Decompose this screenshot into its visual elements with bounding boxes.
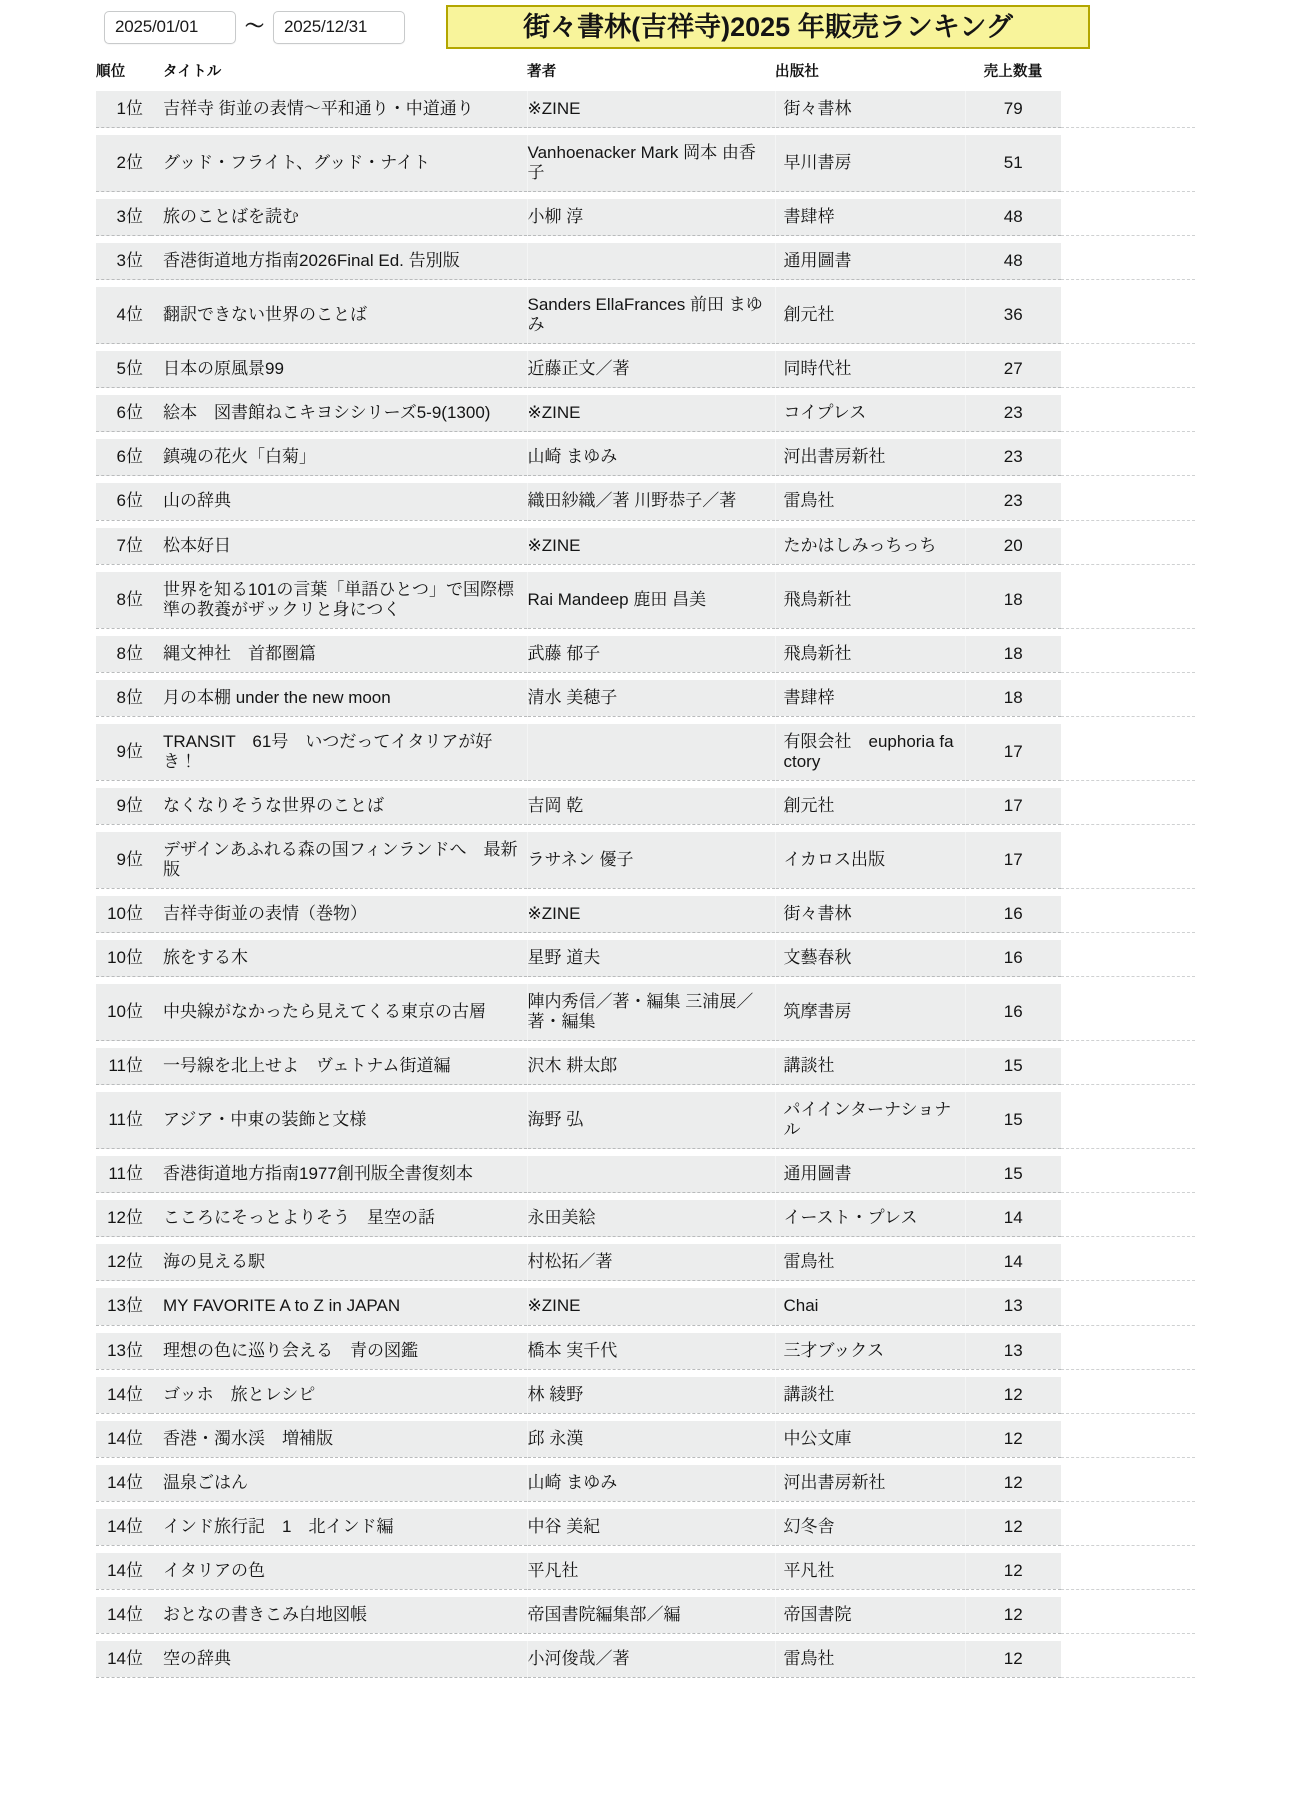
cell-author: ※ZINE [527, 895, 775, 932]
cell-title: 海の見える駅 [151, 1244, 527, 1281]
cell-publisher: 書肆梓 [775, 679, 965, 716]
cell-spacer [1061, 1552, 1195, 1589]
table-row[interactable] [96, 787, 1195, 824]
cell-author: 平凡社 [527, 1552, 775, 1589]
row-gap [96, 1501, 1195, 1508]
row-gap [96, 1237, 1195, 1244]
cell-spacer [1061, 723, 1195, 780]
table-row[interactable] [96, 395, 1195, 432]
table-row[interactable] [96, 831, 1195, 888]
table-row[interactable] [96, 287, 1195, 344]
cell-quantity: 12 [965, 1420, 1061, 1457]
row-gap [96, 520, 1195, 527]
date-range-separator: 〜 [245, 15, 265, 37]
cell-title: 縄文神社 首都圏篇 [151, 635, 527, 672]
row-gap [96, 1457, 1195, 1464]
cell-quantity: 18 [965, 679, 1061, 716]
cell-title: アジア・中東の装飾と文様 [151, 1092, 527, 1149]
cell-spacer [1061, 895, 1195, 932]
cell-quantity: 51 [965, 135, 1061, 192]
cell-title: 世界を知る101の言葉「単語ひとつ」で国際標準の教養がザックリと身につく [151, 571, 527, 628]
cell-spacer [1061, 395, 1195, 432]
cell-title: 日本の原風景99 [151, 351, 527, 388]
cell-title: 中央線がなかったら見えてくる東京の古層 [151, 984, 527, 1041]
cell-rank: 1位 [96, 91, 151, 128]
table-row[interactable] [96, 1244, 1195, 1281]
cell-title: 吉祥寺 街並の表情〜平和通り・中道通り [151, 91, 527, 128]
header-row [96, 54, 1195, 91]
cell-spacer [1061, 439, 1195, 476]
cell-rank: 14位 [96, 1464, 151, 1501]
cell-publisher: 筑摩書房 [775, 984, 965, 1041]
cell-author: 林 綾野 [527, 1376, 775, 1413]
cell-author [527, 243, 775, 280]
date-to-input[interactable]: 2025/12/31 [273, 11, 405, 44]
cell-quantity: 15 [965, 1092, 1061, 1149]
cell-rank: 10位 [96, 984, 151, 1041]
date-from-input[interactable]: 2025/01/01 [104, 11, 236, 44]
cell-title: 一号線を北上せよ ヴェトナム街道編 [151, 1048, 527, 1085]
cell-quantity: 14 [965, 1244, 1061, 1281]
cell-title: 月の本棚 under the new moon [151, 679, 527, 716]
row-gap [96, 432, 1195, 439]
cell-publisher: 書肆梓 [775, 199, 965, 236]
cell-quantity: 48 [965, 243, 1061, 280]
cell-title: 香港街道地方指南2026Final Ed. 告別版 [151, 243, 527, 280]
row-gap [96, 236, 1195, 243]
row-gap [96, 1281, 1195, 1288]
cell-author [527, 1156, 775, 1193]
cell-publisher: 創元社 [775, 787, 965, 824]
cell-author: Sanders EllaFrances 前田 まゆみ [527, 287, 775, 344]
column-header-rank: 順位 [96, 54, 151, 91]
cell-quantity: 17 [965, 787, 1061, 824]
cell-rank: 8位 [96, 679, 151, 716]
row-gap [96, 1369, 1195, 1376]
table-row[interactable] [96, 1464, 1195, 1501]
table-row[interactable] [96, 199, 1195, 236]
cell-publisher: 飛鳥新社 [775, 571, 965, 628]
cell-spacer [1061, 1508, 1195, 1545]
cell-title: 香港街道地方指南1977創刊版全書復刻本 [151, 1156, 527, 1193]
cell-rank: 9位 [96, 831, 151, 888]
cell-rank: 12位 [96, 1244, 151, 1281]
cell-title: 絵本 図書館ねこキヨシシリーズ5-9(1300) [151, 395, 527, 432]
cell-spacer [1061, 635, 1195, 672]
cell-publisher: 講談社 [775, 1376, 965, 1413]
cell-author: 橋本 実千代 [527, 1332, 775, 1369]
table-head [96, 54, 1195, 91]
cell-publisher: 飛鳥新社 [775, 635, 965, 672]
cell-spacer [1061, 1092, 1195, 1149]
cell-rank: 14位 [96, 1552, 151, 1589]
table-row[interactable] [96, 135, 1195, 192]
cell-quantity: 17 [965, 831, 1061, 888]
cell-spacer [1061, 787, 1195, 824]
cell-title: デザインあふれる森の国フィンランドへ 最新版 [151, 831, 527, 888]
cell-title: 香港・濁水渓 増補版 [151, 1420, 527, 1457]
cell-rank: 14位 [96, 1376, 151, 1413]
table-row[interactable] [96, 635, 1195, 672]
cell-publisher: パイインターナショナル [775, 1092, 965, 1149]
cell-rank: 8位 [96, 635, 151, 672]
table-row[interactable] [96, 1332, 1195, 1369]
table-row[interactable] [96, 243, 1195, 280]
cell-spacer [1061, 527, 1195, 564]
table-row[interactable] [96, 527, 1195, 564]
cell-author: ラサネン 優子 [527, 831, 775, 888]
table-row[interactable] [96, 723, 1195, 780]
cell-quantity: 48 [965, 199, 1061, 236]
cell-spacer [1061, 91, 1195, 128]
table-row[interactable] [96, 91, 1195, 128]
cell-author: 沢木 耕太郎 [527, 1048, 775, 1085]
cell-author [527, 723, 775, 780]
table-row[interactable] [96, 1156, 1195, 1193]
cell-spacer [1061, 831, 1195, 888]
cell-author: Vanhoenacker Mark 岡本 由香子 [527, 135, 775, 192]
cell-author: 海野 弘 [527, 1092, 775, 1149]
row-gap [96, 1413, 1195, 1420]
table-row[interactable] [96, 439, 1195, 476]
cell-spacer [1061, 940, 1195, 977]
cell-publisher: 同時代社 [775, 351, 965, 388]
table-row[interactable] [96, 940, 1195, 977]
cell-publisher: 三才ブックス [775, 1332, 965, 1369]
table-row[interactable] [96, 895, 1195, 932]
cell-publisher: 早川書房 [775, 135, 965, 192]
row-gap [96, 128, 1195, 135]
table-row[interactable] [96, 1200, 1195, 1237]
cell-title: おとなの書きこみ白地図帳 [151, 1596, 527, 1633]
cell-quantity: 12 [965, 1640, 1061, 1677]
cell-quantity: 15 [965, 1156, 1061, 1193]
cell-publisher: 有限会社 euphoria factory [775, 723, 965, 780]
cell-rank: 2位 [96, 135, 151, 192]
cell-author: 邱 永漢 [527, 1420, 775, 1457]
cell-author: ※ZINE [527, 527, 775, 564]
cell-rank: 3位 [96, 243, 151, 280]
table-row[interactable] [96, 483, 1195, 520]
row-gap [96, 628, 1195, 635]
cell-quantity: 23 [965, 483, 1061, 520]
cell-title: 山の辞典 [151, 483, 527, 520]
cell-quantity: 15 [965, 1048, 1061, 1085]
cell-spacer [1061, 1596, 1195, 1633]
cell-quantity: 16 [965, 940, 1061, 977]
table-row[interactable] [96, 1288, 1195, 1325]
cell-spacer [1061, 984, 1195, 1041]
cell-publisher: 平凡社 [775, 1552, 965, 1589]
cell-quantity: 14 [965, 1200, 1061, 1237]
ranking-table-wrap [0, 54, 1299, 1684]
cell-title: 吉祥寺街並の表情（巻物） [151, 895, 527, 932]
row-gap [96, 824, 1195, 831]
row-gap [96, 716, 1195, 723]
cell-publisher: 雷鳥社 [775, 1640, 965, 1677]
cell-rank: 14位 [96, 1596, 151, 1633]
table-row[interactable] [96, 571, 1195, 628]
row-gap [96, 1149, 1195, 1156]
cell-author: ※ZINE [527, 395, 775, 432]
cell-quantity: 13 [965, 1332, 1061, 1369]
cell-publisher: 街々書林 [775, 895, 965, 932]
cell-title: 理想の色に巡り会える 青の図鑑 [151, 1332, 527, 1369]
row-gap [96, 1193, 1195, 1200]
cell-quantity: 23 [965, 439, 1061, 476]
row-gap [96, 1545, 1195, 1552]
cell-rank: 11位 [96, 1048, 151, 1085]
cell-rank: 6位 [96, 395, 151, 432]
cell-publisher: 河出書房新社 [775, 1464, 965, 1501]
cell-title: グッド・フライト、グッド・ナイト [151, 135, 527, 192]
row-gap [96, 1085, 1195, 1092]
table-row[interactable] [96, 1596, 1195, 1633]
cell-spacer [1061, 1048, 1195, 1085]
cell-publisher: 河出書房新社 [775, 439, 965, 476]
cell-rank: 10位 [96, 940, 151, 977]
table-body [96, 91, 1195, 1684]
cell-spacer [1061, 1376, 1195, 1413]
cell-publisher: イカロス出版 [775, 831, 965, 888]
cell-publisher: イースト・プレス [775, 1200, 965, 1237]
cell-quantity: 12 [965, 1552, 1061, 1589]
cell-title: 鎮魂の花火「白菊」 [151, 439, 527, 476]
cell-author: 織田紗織／著 川野恭子／著 [527, 483, 775, 520]
cell-title: インド旅行記 1 北インド編 [151, 1508, 527, 1545]
cell-quantity: 17 [965, 723, 1061, 780]
cell-rank: 10位 [96, 895, 151, 932]
cell-quantity: 12 [965, 1508, 1061, 1545]
cell-spacer [1061, 243, 1195, 280]
table-row[interactable] [96, 1420, 1195, 1457]
row-gap [96, 672, 1195, 679]
cell-author: 陣内秀信／著・編集 三浦展／著・編集 [527, 984, 775, 1041]
cell-spacer [1061, 135, 1195, 192]
cell-author: Rai Mandeep 鹿田 昌美 [527, 571, 775, 628]
cell-publisher: 中公文庫 [775, 1420, 965, 1457]
cell-rank: 8位 [96, 571, 151, 628]
row-gap [96, 388, 1195, 395]
cell-rank: 14位 [96, 1508, 151, 1545]
cell-rank: 9位 [96, 723, 151, 780]
cell-spacer [1061, 1464, 1195, 1501]
cell-quantity: 12 [965, 1376, 1061, 1413]
cell-publisher: 帝国書院 [775, 1596, 965, 1633]
cell-publisher: 文藝春秋 [775, 940, 965, 977]
cell-author: 永田美絵 [527, 1200, 775, 1237]
cell-author: 武藤 郁子 [527, 635, 775, 672]
cell-author: 山崎 まゆみ [527, 439, 775, 476]
cell-rank: 14位 [96, 1640, 151, 1677]
cell-rank: 6位 [96, 483, 151, 520]
cell-author: 小柳 淳 [527, 199, 775, 236]
cell-spacer [1061, 1156, 1195, 1193]
cell-spacer [1061, 1332, 1195, 1369]
cell-spacer [1061, 351, 1195, 388]
cell-rank: 3位 [96, 199, 151, 236]
cell-author: 星野 道夫 [527, 940, 775, 977]
cell-publisher: 通用圖書 [775, 1156, 965, 1193]
cell-publisher: たかはしみっちっち [775, 527, 965, 564]
cell-spacer [1061, 679, 1195, 716]
cell-author: 村松拓／著 [527, 1244, 775, 1281]
cell-title: 旅のことばを読む [151, 199, 527, 236]
cell-quantity: 12 [965, 1596, 1061, 1633]
row-gap [96, 888, 1195, 895]
row-gap [96, 1041, 1195, 1048]
cell-author: 帝国書院編集部／編 [527, 1596, 775, 1633]
cell-title: 空の辞典 [151, 1640, 527, 1677]
column-header-spacer [1061, 54, 1195, 91]
cell-publisher: 雷鳥社 [775, 1244, 965, 1281]
row-gap [96, 192, 1195, 199]
table-row[interactable] [96, 1048, 1195, 1085]
row-gap [96, 476, 1195, 483]
cell-rank: 12位 [96, 1200, 151, 1237]
cell-publisher: 講談社 [775, 1048, 965, 1085]
ranking-table [96, 54, 1195, 1684]
cell-quantity: 27 [965, 351, 1061, 388]
cell-spacer [1061, 571, 1195, 628]
cell-title: こころにそっとよりそう 星空の話 [151, 1200, 527, 1237]
row-gap [96, 933, 1195, 940]
cell-title: MY FAVORITE A to Z in JAPAN [151, 1288, 527, 1325]
cell-title: なくなりそうな世界のことば [151, 787, 527, 824]
cell-author: 近藤正文／著 [527, 351, 775, 388]
cell-quantity: 20 [965, 527, 1061, 564]
cell-spacer [1061, 287, 1195, 344]
table-row[interactable] [96, 1640, 1195, 1677]
cell-author: 吉岡 乾 [527, 787, 775, 824]
cell-publisher: Chai [775, 1288, 965, 1325]
row-gap [96, 1589, 1195, 1596]
cell-publisher: 創元社 [775, 287, 965, 344]
row-gap [96, 1677, 1195, 1684]
cell-spacer [1061, 1640, 1195, 1677]
row-gap [96, 280, 1195, 287]
cell-quantity: 18 [965, 571, 1061, 628]
cell-rank: 14位 [96, 1420, 151, 1457]
table-row[interactable] [96, 1552, 1195, 1589]
cell-quantity: 23 [965, 395, 1061, 432]
row-gap [96, 1633, 1195, 1640]
cell-title: イタリアの色 [151, 1552, 527, 1589]
row-gap [96, 1325, 1195, 1332]
cell-rank: 6位 [96, 439, 151, 476]
cell-title: ゴッホ 旅とレシピ [151, 1376, 527, 1413]
cell-title: 旅をする木 [151, 940, 527, 977]
page-title: 街々書林(吉祥寺)2025 年販売ランキング [523, 11, 1013, 42]
cell-spacer [1061, 199, 1195, 236]
row-gap [96, 564, 1195, 571]
row-gap [96, 344, 1195, 351]
cell-quantity: 16 [965, 895, 1061, 932]
table-row[interactable] [96, 351, 1195, 388]
cell-quantity: 12 [965, 1464, 1061, 1501]
column-header-quantity: 売上数量 [965, 54, 1061, 91]
cell-publisher: 通用圖書 [775, 243, 965, 280]
cell-author: 清水 美穂子 [527, 679, 775, 716]
cell-publisher: コイプレス [775, 395, 965, 432]
cell-quantity: 13 [965, 1288, 1061, 1325]
cell-title: TRANSIT 61号 いつだってイタリアが好き！ [151, 723, 527, 780]
cell-spacer [1061, 1420, 1195, 1457]
cell-quantity: 36 [965, 287, 1061, 344]
cell-rank: 11位 [96, 1156, 151, 1193]
table-row[interactable] [96, 1092, 1195, 1149]
cell-quantity: 16 [965, 984, 1061, 1041]
cell-rank: 9位 [96, 787, 151, 824]
cell-rank: 7位 [96, 527, 151, 564]
cell-author: 小河俊哉／著 [527, 1640, 775, 1677]
cell-spacer [1061, 483, 1195, 520]
cell-title: 翻訳できない世界のことば [151, 287, 527, 344]
cell-rank: 11位 [96, 1092, 151, 1149]
cell-spacer [1061, 1200, 1195, 1237]
cell-quantity: 18 [965, 635, 1061, 672]
cell-spacer [1061, 1288, 1195, 1325]
cell-title: 温泉ごはん [151, 1464, 527, 1501]
cell-rank: 13位 [96, 1288, 151, 1325]
cell-publisher: 雷鳥社 [775, 483, 965, 520]
column-header-publisher: 出版社 [775, 54, 965, 91]
cell-author: 中谷 美紀 [527, 1508, 775, 1545]
toolbar [0, 0, 1299, 54]
table-row[interactable] [96, 1508, 1195, 1545]
table-row[interactable] [96, 679, 1195, 716]
cell-publisher: 幻冬舎 [775, 1508, 965, 1545]
cell-spacer [1061, 1244, 1195, 1281]
table-row[interactable] [96, 984, 1195, 1041]
cell-author: 山崎 まゆみ [527, 1464, 775, 1501]
column-header-author: 著者 [527, 54, 775, 91]
cell-author: ※ZINE [527, 1288, 775, 1325]
cell-title: 松本好日 [151, 527, 527, 564]
page-title-box [446, 5, 1090, 49]
table-row[interactable] [96, 1376, 1195, 1413]
cell-publisher: 街々書林 [775, 91, 965, 128]
cell-rank: 5位 [96, 351, 151, 388]
row-gap [96, 780, 1195, 787]
row-gap [96, 977, 1195, 984]
cell-rank: 4位 [96, 287, 151, 344]
cell-rank: 13位 [96, 1332, 151, 1369]
cell-quantity: 79 [965, 91, 1061, 128]
column-header-title: タイトル [151, 54, 527, 91]
cell-author: ※ZINE [527, 91, 775, 128]
